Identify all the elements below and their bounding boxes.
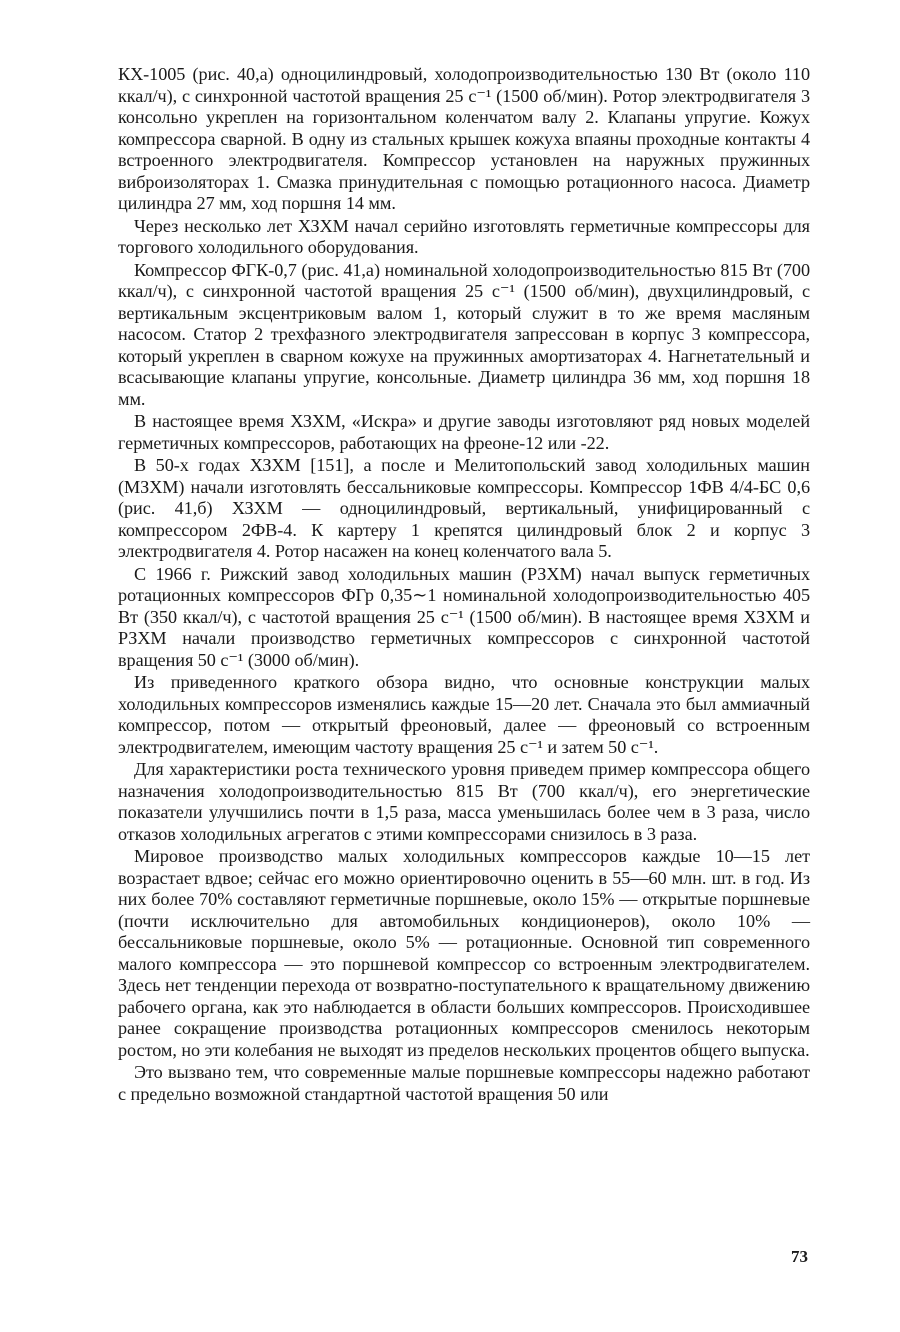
paragraph-8: Для характеристики роста технического уровня приведем пример компрессора общего назначения холодопроизводительностью 815 Вт (700 ккал/ч), его энергетические показатели улучшились почти в 1,5 раза, масса уменьшилась более чем в 3 раза, число отказов холодильных агрегатов с этими компрессорами снизилось в 3 раза. (118, 759, 810, 844)
paragraph-10: Это вызвано тем, что современные малые поршневые компрессоры надежно работают с предельно возможной стандартной частотой вращения 50 или (118, 1062, 810, 1104)
paragraph-4: В настоящее время ХЗХМ, «Искра» и другие заводы изготовляют ряд новых моделей герметичных компрессоров, работающих на фреоне-12 или -22. (118, 411, 810, 453)
paragraph-1: КХ-1005 (рис. 40,а) одноцилиндровый, холодопроизводительностью 130 Вт (около 110 ккал/ч), с синхронной частотой вращения 25 с⁻¹ (1500 об/мин). Ротор электродвигателя 3 консольно укреплен на горизонтальном коленчатом валу 2. Клапаны упругие. Кожух компрессора сварной. В одну из стальных крышек кожуха впаяны проходные контакты 4 встроенного электродвигателя. Компрессор установлен на наружных пружинных виброизоляторах 1. Смазка принудительная с помощью ротационного насоса. Диаметр цилиндра 27 мм, ход поршня 14 мм. (118, 64, 810, 213)
paragraph-7: Из приведенного краткого обзора видно, что основные конструкции малых холодильных компрессоров изменялись каждые 15—20 лет. Сначала это был аммиачный компрессор, потом — открытый фреоновый, далее — фреоновый со встроенным электродвигателем, имеющим частоту вращения 25 с⁻¹ и затем 50 с⁻¹. (118, 672, 810, 757)
page-body (118, 64, 810, 1106)
page-number: 73 (791, 1247, 808, 1266)
paragraph-9: Мировое производство малых холодильных компрессоров каждые 10—15 лет возрастает вдвое; сейчас его можно ориентировочно оценить в 55—60 млн. шт. в год. Из них более 70% составляют герметичные поршневые, около 15% — открытые поршневые (почти исключительно для автомобильных кондиционеров), около 10% — бессальниковые поршневые, около 5% — ротационные. Основной тип современного малого компрессора — это поршневой компрессор со встроенным электродвигателем. Здесь нет тенденции перехода от возвратно-поступательного к вращательному движению рабочего органа, как это наблюдается в области больших компрессоров. Происходившее ранее сокращение производства ротационных компрессоров сменилось некоторым ростом, но эти колебания не выходят из пределов нескольких процентов общего выпуска. (118, 846, 810, 1060)
paragraph-5: В 50-х годах ХЗХМ [151], а после и Мелитопольский завод холодильных машин (МЗХМ) начали изготовлять бессальниковые компрессоры. Компрессор 1ФВ 4/4-БС 0,6 (рис. 41,б) ХЗХМ — одноцилиндровый, вертикальный, унифицированный с компрессором 2ФВ-4. К картеру 1 крепятся цилиндровый блок 2 и корпус 3 электродвигателя 4. Ротор насажен на конец коленчатого вала 5. (118, 455, 810, 561)
paragraph-2: Через несколько лет ХЗХМ начал серийно изготовлять герметичные компрессоры для торгового холодильного оборудования. (118, 215, 810, 257)
paragraph-3: Компрессор ФГК-0,7 (рис. 41,а) номинальной холодопроизводительностью 815 Вт (700 ккал/ч), с синхронной частотой вращения 25 с⁻¹ (1500 об/мин), двухцилиндровый, с вертикальным эксцентриковым валом 1, который служит в то же время масляным насосом. Статор 2 трехфазного электродвигателя запрессован в корпус 3 компрессора, который укреплен в сварном кожухе на пружинных амортизаторах 4. Нагнетательный и всасывающие клапаны упругие, консольные. Диаметр цилиндра 36 мм, ход поршня 18 мм. (118, 259, 810, 409)
paragraph-6: С 1966 г. Рижский завод холодильных машин (РЗХМ) начал выпуск герметичных ротационных компрессоров ФГр 0,35∼1 номинальной холодопроизводительностью 405 Вт (350 ккал/ч), с частотой вращения 25 с⁻¹ (1500 об/мин). В настоящее время ХЗХМ и РЗХМ начали производство герметичных компрессоров с синхронной частотой вращения 50 с⁻¹ (3000 об/мин). (118, 563, 810, 670)
